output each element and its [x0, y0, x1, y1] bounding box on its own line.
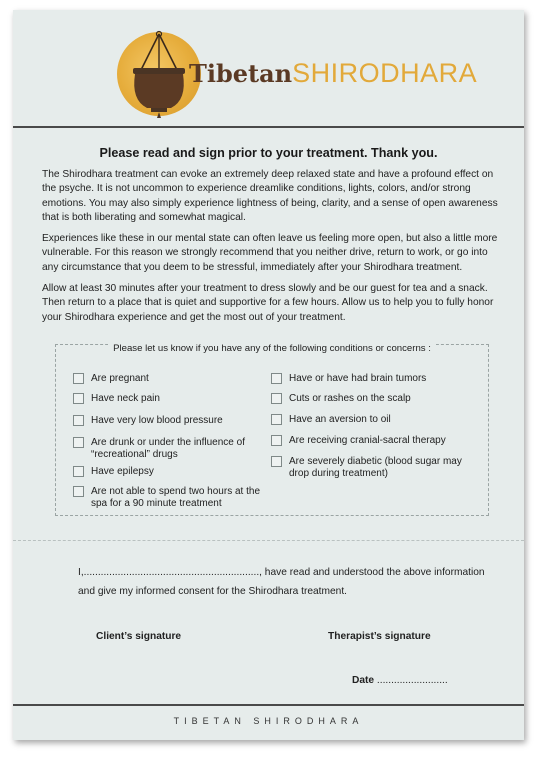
section-divider: [13, 540, 524, 541]
checkbox-icon[interactable]: [271, 373, 282, 384]
footer-brand: TIBETAN SHIRODHARA: [173, 716, 364, 726]
bottom-divider: [13, 704, 524, 706]
checkbox-icon[interactable]: [271, 393, 282, 404]
conditions-box: Please let us know if you have any of the following conditions or concerns : Are pregnant Have neck pain Have very low blood pressure Are drunk or under the influence of “recreational” drugs Have epilepsy Are not able to spend two hours at the spa for a 90 minute treatment Have or have had brain tumors Cuts or rashes on the scalp Have an aversion to oil Are receiving cranial-sacral therapy Are severely diabetic (blood sugar may drop during treatment): [55, 344, 489, 516]
top-divider: [13, 126, 524, 128]
checkbox-icon[interactable]: [73, 486, 84, 497]
checkbox-icon[interactable]: [271, 435, 282, 446]
intro-paragraph-2: Experiences like these in our mental state can often leave us feeling more open, but also a little more vulnerable. For this reason we strongly recommend that you neither drive, return to work, or go into any circumstance that you deem to be stressful, immediately after your Shirodhara treatment.: [42, 233, 498, 273]
date-label: Date: [352, 675, 375, 686]
checkbox-icon[interactable]: [271, 414, 282, 425]
date-field[interactable]: [352, 675, 448, 686]
checkbox-icon[interactable]: [73, 415, 84, 426]
intro-paragraph-1: The Shirodhara treatment can evoke an extremely deep relaxed state and have a profound effect on the psyche. It is not uncommon to experience dreamlike conditions, lights, colors, and/or strong emotions. You may also simply experience lightness of being, clarity, and a sense of open awareness that is both liberating and somewhat magical.: [42, 169, 498, 223]
checkbox-icon[interactable]: [73, 393, 84, 404]
brand-name-shirodhara: SHIRODHARA: [292, 58, 478, 88]
consent-line-1[interactable]: I,.............................................................., have read and understood the above information: [78, 567, 485, 578]
page-heading: Please read and sign prior to your treatment. Thank you.: [99, 146, 438, 160]
client-signature-label[interactable]: Client’s signature: [96, 631, 182, 642]
checkbox-icon[interactable]: [73, 466, 84, 477]
brand-name-tibetan: Tibetan: [189, 59, 293, 88]
consent-form-page: [13, 10, 524, 740]
brand-logo: [111, 30, 478, 120]
intro-paragraph-3: Allow at least 30 minutes after your treatment to dress slowly and be our guest for tea and a snack. Then return to a place that is quiet and supportive for a few hours. Allow us to help you to fully honor your Shirodhara experience and get the most out of your treatment.: [42, 283, 494, 323]
consent-line-2: and give my informed consent for the Shirodhara treatment.: [78, 586, 347, 597]
checkbox-icon[interactable]: [73, 437, 84, 448]
checkbox-icon[interactable]: [73, 373, 84, 384]
therapist-signature-label[interactable]: Therapist’s signature: [328, 631, 431, 642]
brand-wordmark: [189, 58, 477, 89]
date-dots: .........................: [374, 675, 448, 686]
conditions-title: Please let us know if you have any of the following conditions or concerns :: [56, 338, 488, 356]
checkbox-icon[interactable]: [271, 456, 282, 467]
